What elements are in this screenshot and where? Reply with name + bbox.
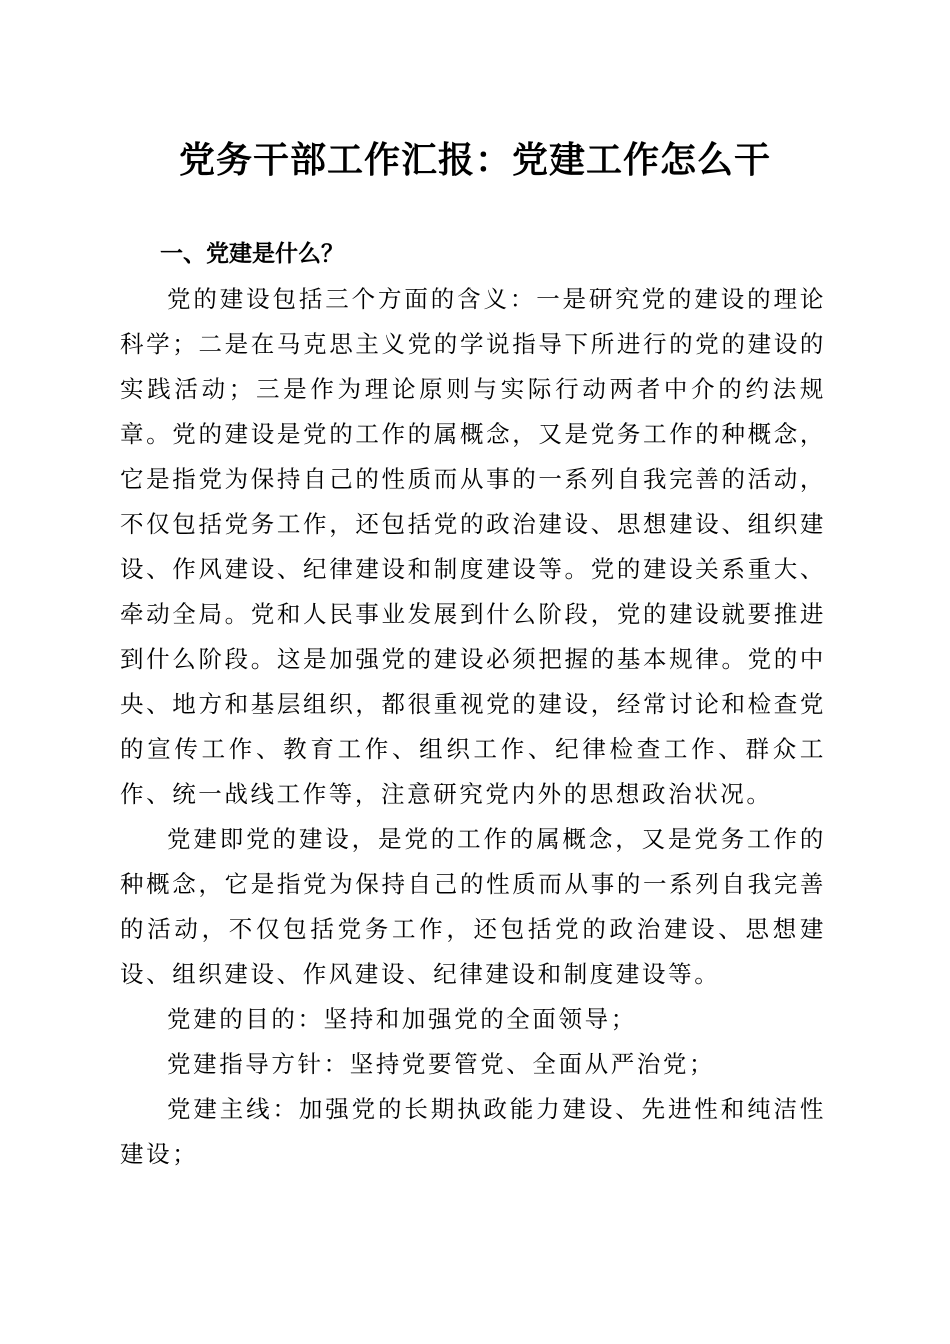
- section-heading: 一、党建是什么？: [160, 241, 344, 267]
- paragraph-guideline: 党建指导方针：坚持党要管党、全面从严治党；: [167, 1050, 716, 1078]
- paragraph-party-building: 党建即党的建设，是党的工作的属概念，又是党务工作的种概念，它是指党为保持自己的性质而从事的一系列自我完善的活动，不仅包括党务工作，还包括党的政治建设、思想建设、组织建设、作风建设、纪律建设和制度建设等。: [120, 825, 826, 988]
- document-body: [120, 232, 826, 1177]
- document-title: 党务干部工作汇报：党建工作怎么干: [178, 139, 771, 181]
- paragraph-definition: 党的建设包括三个方面的含义：一是研究党的建设的理论科学；二是在马克思主义党的学说指导下所进行的党的建设的实践活动；三是作为理论原则与实际行动两者中介的约法规章。党的建设是党的工作的属概念，又是党务工作的种概念，它是指党为保持自己的性质而从事的一系列自我完善的活动，不仅包括党务工作，还包括党的政治建设、思想建设、组织建设、作风建设、纪律建设和制度建设等。党的建设关系重大、牵动全局。党和人民事业发展到什么阶段，党的建设就要推进到什么阶段。这是加强党的建设必须把握的基本规律。党的中央、地方和基层组织，都很重视党的建设，经常讨论和检查党的宣传工作、教育工作、组织工作、纪律检查工作、群众工作、统一战线工作等，注意研究党内外的思想政治状况。: [120, 285, 826, 808]
- paragraph-purpose: 党建的目的：坚持和加强党的全面领导；: [167, 1005, 637, 1033]
- paragraph-main-line: 党建主线：加强党的长期执政能力建设、先进性和纯洁性建设；: [120, 1095, 826, 1168]
